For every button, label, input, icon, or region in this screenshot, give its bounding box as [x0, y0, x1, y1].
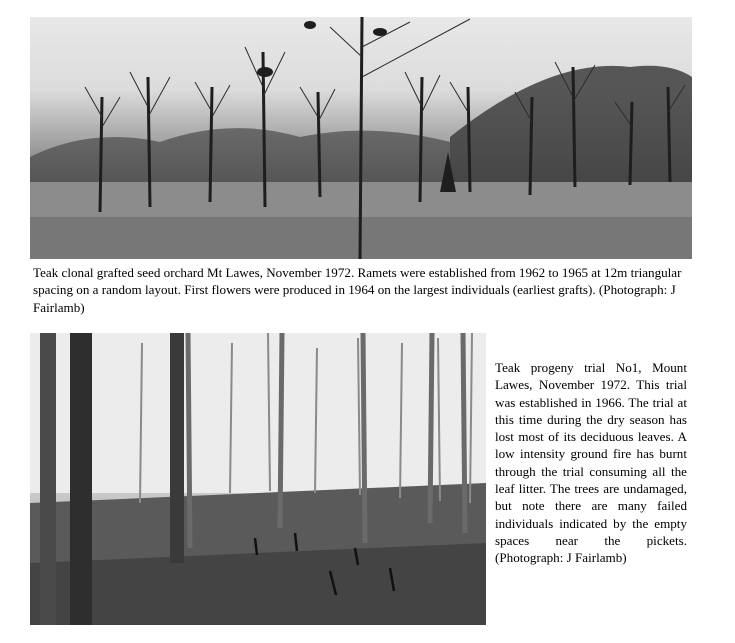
seed-orchard-photo-illustration — [30, 17, 692, 259]
progeny-trial-photo-illustration — [30, 333, 486, 625]
progeny-trial-photo — [30, 333, 486, 625]
progeny-trial-caption: Teak progeny trial No1, Mount Lawes, November 1972. This trial was established in 1966. The trial at this time during the dry season has lost most of its deciduous leaves. A low intensity ground fire has burnt through the trial consuming all the leaf litter. The trees are undamaged, but note there are many failed individuals indicated by the empty spaces near the pickets. (Photograph: J Fairlamb) — [495, 360, 687, 566]
seed-orchard-caption: Teak clonal grafted seed orchard Mt Lawes, November 1972. Ramets were established from 1962 to 1965 at 12m triangular spacing on a random layout. First flowers were produced in 1964 on the largest individuals (earliest grafts). (Photograph: J Fairlamb) — [33, 265, 682, 315]
seed-orchard-photo — [30, 17, 692, 259]
